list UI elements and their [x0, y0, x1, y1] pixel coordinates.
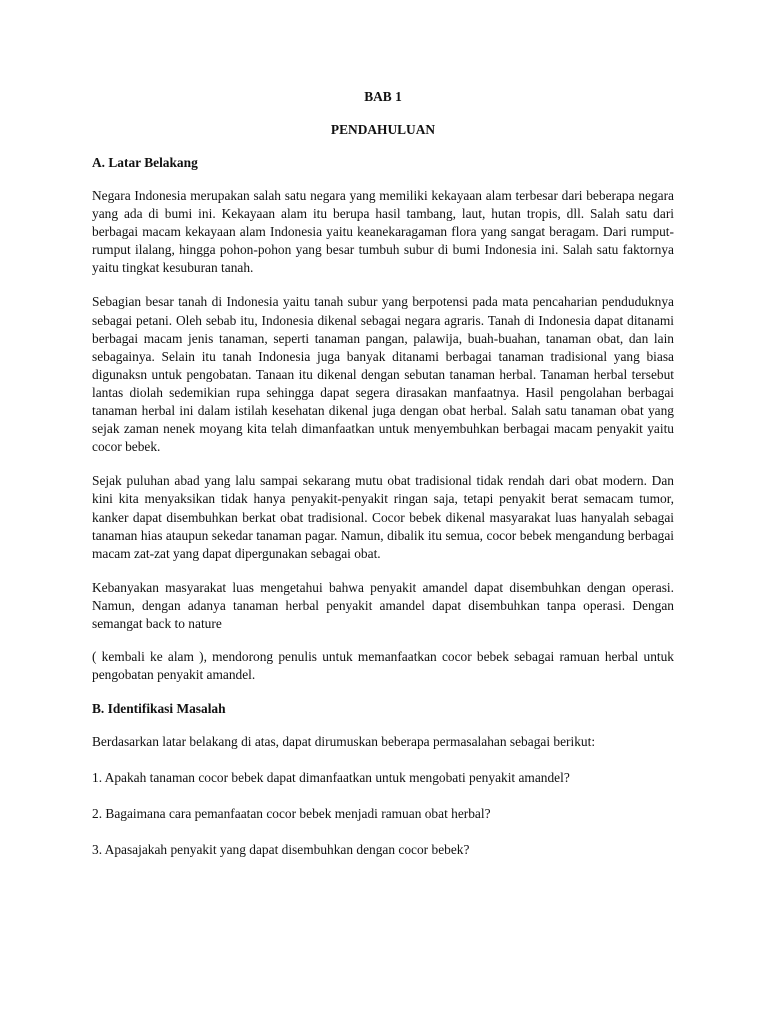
paragraph: Sejak puluhan abad yang lalu sampai sekarang mutu obat tradisional tidak rendah dari obat modern. Dan kini kita menyaksikan tidak hanya penyakit-penyakit ringan saja, tetapi penyakit berat semacam tumor, kanker dapat disembuhkan berkat obat tradisional. Cocor bebek dikenal masyarakat luas hanyalah sebagai tanaman hias ataupun sekedar tanaman pagar. Namun, dibalik itu semua, cocor bebek mengandung berbagai macam zat-zat yang dapat dipergunakan sebagai obat.: [92, 473, 674, 561]
paragraph: Negara Indonesia merupakan salah satu negara yang memiliki kekayaan alam terbesar dari beberapa negara yang ada di bumi ini. Kekayaan alam itu berupa hasil tambang, laut, hutan tropis, dll. Salah satu dari berbagai macam kekayaan alam Indonesia yaitu keanekaragaman flora yang sangat beragam. Dari rumput-rumput ilalang, hingga pohon-pohon yang besar tumbuh subur di bumi Indonesia ini. Salah satu faktornya yaitu tingkat kesuburan tanah.: [92, 188, 674, 276]
section-b-heading: B. Identifikasi Masalah: [92, 701, 226, 717]
paragraph: Sebagian besar tanah di Indonesia yaitu tanah subur yang berpotensi pada mata pencaharian penduduknya sebagai petani. Oleh sebab itu, Indonesia dikenal sebagai negara agraris. Tanah di Indonesia dapat ditanami berbagai macam jenis tanaman, seperti tanaman pangan, palawija, buah-buahan, tanaman obat, dan lain sebagainya. Selain itu tanah Indonesia juga banyak ditanami berbagai tanaman tradisional yang biasa digunaksn untuk pengobatan. Tanaan itu dikenal dengan sebutan tanaman herbal. Tanaman herbal tersebut lantas diolah sedemikian rupa sehingga dapat segera dirasakan manfaatnya. Hasil pengolahan berbagai tanaman herbal ini dalam istilah kesehatan dikenal juga dengan obat herbal. Salah satu tanaman obat yang sejak zaman nenek moyang kita telah dimanfaatkan untuk menyembuhkan berbagai macam penyakit yaitu cocor bebek.: [92, 294, 674, 455]
problem-list-item: 3. Apasajakah penyakit yang dapat disembuhkan dengan cocor bebek?: [92, 842, 470, 858]
problem-list-item: 1. Apakah tanaman cocor bebek dapat dimanfaatkan untuk mengobati penyakit amandel?: [92, 770, 570, 786]
chapter-number: BAB 1: [364, 89, 402, 104]
problem-list-item: 2. Bagaimana cara pemanfaatan cocor bebek menjadi ramuan obat herbal?: [92, 806, 491, 822]
paragraph: Kebanyakan masyarakat luas mengetahui bahwa penyakit amandel dapat disembuhkan dengan operasi. Namun, dengan adanya tanaman herbal penyakit amandel dapat disembuhkan tanpa operasi. Dengan semangat back to nature: [92, 579, 674, 631]
chapter-title: PENDAHULUAN: [330, 122, 436, 137]
document-body: [92, 88, 674, 877]
section-b-intro: Berdasarkan latar belakang di atas, dapat dirumuskan beberapa permasalahan sebagai berikut:: [92, 734, 596, 750]
section-a-heading: A. Latar Belakang: [92, 155, 198, 170]
paragraph: ( kembali ke alam ), mendorong penulis untuk memanfaatkan cocor bebek sebagai ramuan herbal untuk pengobatan penyakit amandel.: [92, 649, 674, 683]
